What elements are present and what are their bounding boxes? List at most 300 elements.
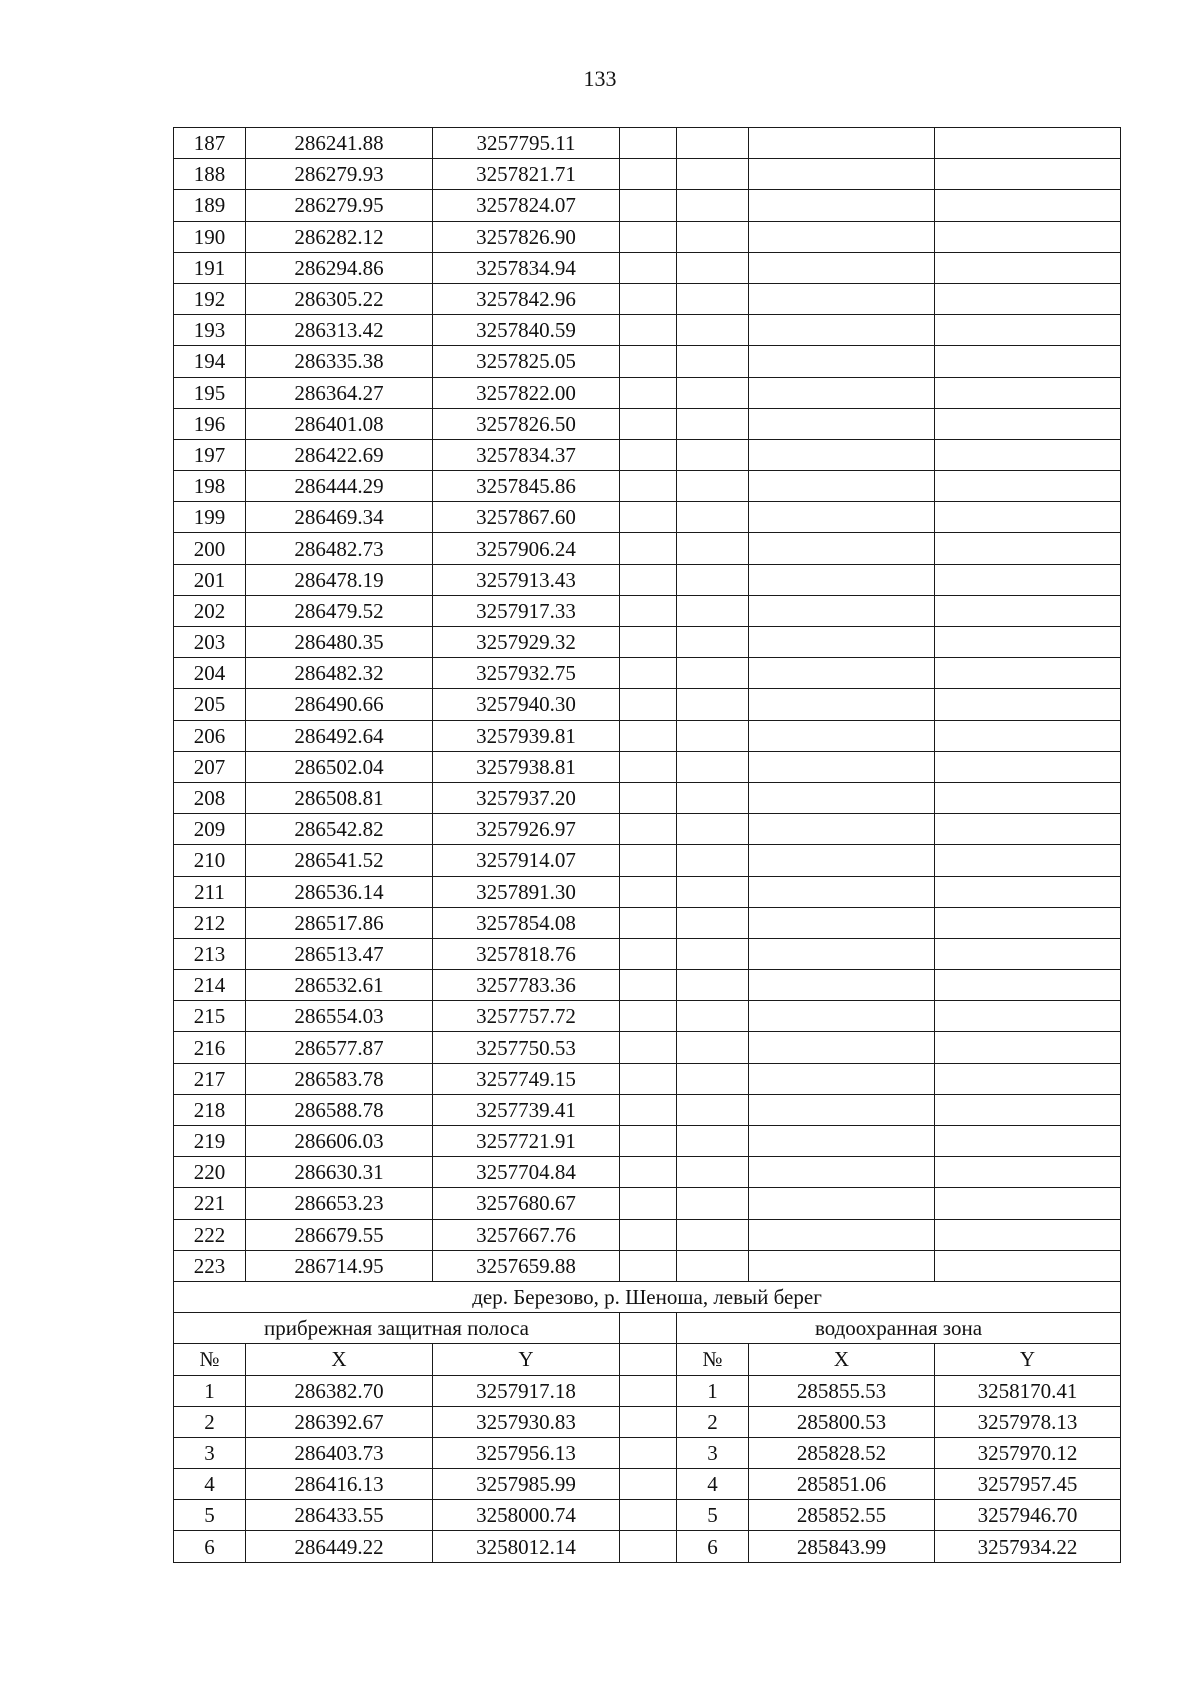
y-coordinate: 3257795.11: [433, 128, 620, 159]
left-x-coordinate: 286392.67: [246, 1406, 433, 1437]
y-coordinate: 3257929.32: [433, 627, 620, 658]
right-x-coordinate: 285852.55: [749, 1500, 935, 1531]
right-point-number: 2: [677, 1406, 749, 1437]
empty-cell: [677, 689, 749, 720]
empty-cell: [935, 595, 1121, 626]
empty-cell: [677, 1157, 749, 1188]
page-number: 133: [583, 66, 617, 91]
x-coordinate: 286479.52: [246, 595, 433, 626]
table-row: [174, 533, 1121, 564]
point-number: 204: [174, 658, 246, 689]
empty-cell: [620, 190, 677, 221]
empty-cell: [677, 845, 749, 876]
empty-cell: [749, 377, 935, 408]
empty-cell: [677, 377, 749, 408]
table-row: [174, 845, 1121, 876]
water-zone-heading: водоохранная зона: [677, 1313, 1121, 1344]
table-row: [174, 1219, 1121, 1250]
point-number: 189: [174, 190, 246, 221]
empty-cell: [935, 190, 1121, 221]
table-row: [174, 377, 1121, 408]
table-row: [174, 221, 1121, 252]
empty-cell: [749, 689, 935, 720]
left-y-coordinate: 3257956.13: [433, 1437, 620, 1468]
upper-rows: [174, 128, 1121, 1282]
y-coordinate: 3257842.96: [433, 283, 620, 314]
point-number: 213: [174, 938, 246, 969]
empty-cell: [620, 502, 677, 533]
empty-cell: [620, 689, 677, 720]
empty-cell: [749, 627, 935, 658]
column-header-row: [174, 1344, 1121, 1375]
left-point-number: 4: [174, 1469, 246, 1500]
empty-cell: [749, 1032, 935, 1063]
right-point-number: 3: [677, 1437, 749, 1468]
empty-cell: [620, 720, 677, 751]
empty-cell: [620, 1094, 677, 1125]
left-y-coordinate: 3257985.99: [433, 1469, 620, 1500]
x-coordinate: 286482.73: [246, 533, 433, 564]
y-coordinate: 3257704.84: [433, 1157, 620, 1188]
right-x-coordinate: 285851.06: [749, 1469, 935, 1500]
y-coordinate: 3257939.81: [433, 720, 620, 751]
x-coordinate: 286335.38: [246, 346, 433, 377]
point-number: 187: [174, 128, 246, 159]
empty-cell: [677, 627, 749, 658]
empty-cell: [935, 533, 1121, 564]
left-y-coordinate: 3257930.83: [433, 1406, 620, 1437]
empty-cell: [935, 1219, 1121, 1250]
empty-cell: [935, 938, 1121, 969]
empty-cell: [620, 315, 677, 346]
y-coordinate: 3257913.43: [433, 564, 620, 595]
point-number: 197: [174, 439, 246, 470]
empty-cell: [749, 1219, 935, 1250]
x-coordinate: 286630.31: [246, 1157, 433, 1188]
table-row: [174, 1063, 1121, 1094]
x-coordinate: 286513.47: [246, 938, 433, 969]
empty-cell: [620, 907, 677, 938]
empty-cell: [749, 595, 935, 626]
separator-cell: [620, 1469, 677, 1500]
empty-cell: [935, 408, 1121, 439]
table-row: [174, 627, 1121, 658]
separator-cell: [620, 1406, 677, 1437]
x-coordinate: 286444.29: [246, 471, 433, 502]
right-number-header: №: [677, 1344, 749, 1375]
empty-cell: [749, 190, 935, 221]
empty-cell: [677, 564, 749, 595]
table-row: [174, 1188, 1121, 1219]
table-row: [174, 315, 1121, 346]
empty-cell: [677, 315, 749, 346]
y-coordinate: 3257938.81: [433, 751, 620, 782]
empty-cell: [620, 471, 677, 502]
separator-cell: [620, 1375, 677, 1406]
point-number: 200: [174, 533, 246, 564]
empty-cell: [749, 876, 935, 907]
empty-cell: [935, 471, 1121, 502]
table-row: [174, 938, 1121, 969]
empty-cell: [935, 128, 1121, 159]
right-point-number: 5: [677, 1500, 749, 1531]
empty-cell: [620, 128, 677, 159]
empty-cell: [749, 283, 935, 314]
empty-cell: [935, 346, 1121, 377]
point-number: 192: [174, 283, 246, 314]
empty-cell: [677, 595, 749, 626]
empty-cell: [935, 814, 1121, 845]
x-coordinate: 286606.03: [246, 1126, 433, 1157]
x-coordinate: 286679.55: [246, 1219, 433, 1250]
table-row: [174, 1469, 1121, 1500]
x-coordinate: 286469.34: [246, 502, 433, 533]
empty-cell: [749, 970, 935, 1001]
y-coordinate: 3257891.30: [433, 876, 620, 907]
empty-cell: [749, 814, 935, 845]
empty-cell: [677, 408, 749, 439]
empty-cell: [620, 533, 677, 564]
point-number: 190: [174, 221, 246, 252]
empty-cell: [935, 1094, 1121, 1125]
table-row: [174, 1126, 1121, 1157]
empty-cell: [677, 159, 749, 190]
empty-cell: [749, 1126, 935, 1157]
x-coordinate: 286583.78: [246, 1063, 433, 1094]
empty-cell: [620, 814, 677, 845]
empty-cell: [677, 1001, 749, 1032]
empty-cell: [935, 252, 1121, 283]
empty-cell: [620, 845, 677, 876]
empty-cell: [620, 159, 677, 190]
empty-cell: [749, 533, 935, 564]
table-row: [174, 1250, 1121, 1281]
empty-cell: [677, 533, 749, 564]
empty-cell: [677, 190, 749, 221]
empty-cell: [749, 471, 935, 502]
empty-cell: [620, 876, 677, 907]
empty-cell: [620, 627, 677, 658]
point-number: 222: [174, 1219, 246, 1250]
empty-cell: [935, 159, 1121, 190]
y-coordinate: 3257721.91: [433, 1126, 620, 1157]
x-coordinate: 286542.82: [246, 814, 433, 845]
point-number: 215: [174, 1001, 246, 1032]
left-number-header: №: [174, 1344, 246, 1375]
point-number: 223: [174, 1250, 246, 1281]
table-row: [174, 876, 1121, 907]
x-coordinate: 286422.69: [246, 439, 433, 470]
y-coordinate: 3257821.71: [433, 159, 620, 190]
empty-cell: [749, 502, 935, 533]
empty-cell: [749, 938, 935, 969]
empty-cell: [677, 439, 749, 470]
x-coordinate: 286282.12: [246, 221, 433, 252]
empty-cell: [620, 564, 677, 595]
empty-cell: [935, 970, 1121, 1001]
y-coordinate: 3257680.67: [433, 1188, 620, 1219]
right-point-number: 1: [677, 1375, 749, 1406]
empty-cell: [935, 377, 1121, 408]
table-row: [174, 1032, 1121, 1063]
empty-cell: [677, 970, 749, 1001]
empty-cell: [935, 221, 1121, 252]
empty-cell: [749, 845, 935, 876]
left-point-number: 3: [174, 1437, 246, 1468]
table-row: [174, 970, 1121, 1001]
table-row: [174, 1375, 1121, 1406]
y-coordinate: 3257940.30: [433, 689, 620, 720]
left-x-header: X: [246, 1344, 433, 1375]
right-y-coordinate: 3257934.22: [935, 1531, 1121, 1562]
point-number: 218: [174, 1094, 246, 1125]
empty-cell: [677, 658, 749, 689]
separator-cell: [620, 1500, 677, 1531]
empty-cell: [620, 1063, 677, 1094]
table-row: [174, 439, 1121, 470]
empty-cell: [749, 1094, 935, 1125]
empty-cell: [935, 1157, 1121, 1188]
empty-cell: [620, 377, 677, 408]
empty-cell: [935, 845, 1121, 876]
table-row: [174, 1500, 1121, 1531]
empty-cell: [749, 439, 935, 470]
x-coordinate: 286517.86: [246, 907, 433, 938]
table-row: [174, 502, 1121, 533]
empty-cell: [620, 252, 677, 283]
section-title: дер. Березово, р. Шеноша, левый берег: [174, 1281, 1121, 1312]
point-number: 193: [174, 315, 246, 346]
point-number: 199: [174, 502, 246, 533]
right-y-header: Y: [935, 1344, 1121, 1375]
table-row: [174, 1094, 1121, 1125]
table-row: [174, 1437, 1121, 1468]
empty-cell: [677, 221, 749, 252]
point-number: 198: [174, 471, 246, 502]
section-rows: [174, 1375, 1121, 1562]
table-row: [174, 595, 1121, 626]
x-coordinate: 286364.27: [246, 377, 433, 408]
empty-cell: [749, 1188, 935, 1219]
coordinates-table: [173, 127, 1121, 1563]
empty-cell: [620, 346, 677, 377]
right-x-coordinate: 285855.53: [749, 1375, 935, 1406]
empty-cell: [620, 1157, 677, 1188]
point-number: 217: [174, 1063, 246, 1094]
empty-cell: [620, 751, 677, 782]
empty-cell: [677, 1032, 749, 1063]
left-point-number: 2: [174, 1406, 246, 1437]
empty-cell: [620, 970, 677, 1001]
y-coordinate: 3257906.24: [433, 533, 620, 564]
empty-cell: [935, 658, 1121, 689]
right-point-number: 4: [677, 1469, 749, 1500]
right-x-header: X: [749, 1344, 935, 1375]
right-y-coordinate: 3257978.13: [935, 1406, 1121, 1437]
left-y-header: Y: [433, 1344, 620, 1375]
x-coordinate: 286480.35: [246, 627, 433, 658]
separator-cell: [620, 1344, 677, 1375]
point-number: 210: [174, 845, 246, 876]
y-coordinate: 3257926.97: [433, 814, 620, 845]
table-row: [174, 1531, 1121, 1562]
empty-cell: [677, 252, 749, 283]
point-number: 214: [174, 970, 246, 1001]
x-coordinate: 286279.93: [246, 159, 433, 190]
empty-cell: [935, 315, 1121, 346]
x-coordinate: 286490.66: [246, 689, 433, 720]
empty-cell: [749, 221, 935, 252]
section-block: [174, 1281, 1121, 1375]
empty-cell: [620, 1001, 677, 1032]
empty-cell: [935, 439, 1121, 470]
table-row: [174, 1001, 1121, 1032]
empty-cell: [620, 1126, 677, 1157]
point-number: 219: [174, 1126, 246, 1157]
empty-cell: [620, 1188, 677, 1219]
y-coordinate: 3257739.41: [433, 1094, 620, 1125]
point-number: 191: [174, 252, 246, 283]
empty-cell: [677, 502, 749, 533]
empty-cell: [677, 471, 749, 502]
empty-cell: [935, 1126, 1121, 1157]
right-x-coordinate: 285843.99: [749, 1531, 935, 1562]
point-number: 196: [174, 408, 246, 439]
empty-cell: [749, 658, 935, 689]
empty-cell: [677, 1250, 749, 1281]
empty-cell: [935, 689, 1121, 720]
empty-cell: [749, 720, 935, 751]
table-row: [174, 471, 1121, 502]
x-coordinate: 286502.04: [246, 751, 433, 782]
empty-cell: [749, 1250, 935, 1281]
empty-cell: [935, 907, 1121, 938]
left-y-coordinate: 3258012.14: [433, 1531, 620, 1562]
empty-cell: [749, 782, 935, 813]
empty-cell: [620, 439, 677, 470]
empty-cell: [935, 1063, 1121, 1094]
y-coordinate: 3257834.37: [433, 439, 620, 470]
y-coordinate: 3257783.36: [433, 970, 620, 1001]
table-row: [174, 1406, 1121, 1437]
empty-cell: [749, 564, 935, 595]
y-coordinate: 3257932.75: [433, 658, 620, 689]
empty-cell: [749, 252, 935, 283]
y-coordinate: 3257840.59: [433, 315, 620, 346]
y-coordinate: 3257822.00: [433, 377, 620, 408]
empty-cell: [749, 159, 935, 190]
empty-cell: [935, 502, 1121, 533]
empty-cell: [749, 907, 935, 938]
y-coordinate: 3257845.86: [433, 471, 620, 502]
point-number: 205: [174, 689, 246, 720]
right-point-number: 6: [677, 1531, 749, 1562]
point-number: 209: [174, 814, 246, 845]
empty-cell: [749, 1063, 935, 1094]
y-coordinate: 3257757.72: [433, 1001, 620, 1032]
empty-cell: [749, 408, 935, 439]
table-row: [174, 159, 1121, 190]
left-point-number: 1: [174, 1375, 246, 1406]
empty-cell: [749, 128, 935, 159]
empty-cell: [620, 1250, 677, 1281]
empty-cell: [935, 876, 1121, 907]
x-coordinate: 286482.32: [246, 658, 433, 689]
table-row: [174, 408, 1121, 439]
empty-cell: [677, 751, 749, 782]
separator-cell: [620, 1531, 677, 1562]
x-coordinate: 286305.22: [246, 283, 433, 314]
y-coordinate: 3257867.60: [433, 502, 620, 533]
left-y-coordinate: 3258000.74: [433, 1500, 620, 1531]
y-coordinate: 3257659.88: [433, 1250, 620, 1281]
empty-cell: [677, 1126, 749, 1157]
x-coordinate: 286401.08: [246, 408, 433, 439]
x-coordinate: 286588.78: [246, 1094, 433, 1125]
x-coordinate: 286714.95: [246, 1250, 433, 1281]
point-number: 202: [174, 595, 246, 626]
empty-cell: [620, 221, 677, 252]
point-number: 206: [174, 720, 246, 751]
y-coordinate: 3257917.33: [433, 595, 620, 626]
left-x-coordinate: 286449.22: [246, 1531, 433, 1562]
section-title-row: [174, 1281, 1121, 1312]
point-number: 203: [174, 627, 246, 658]
empty-cell: [935, 782, 1121, 813]
table-row: [174, 720, 1121, 751]
y-coordinate: 3257824.07: [433, 190, 620, 221]
empty-cell: [620, 1219, 677, 1250]
empty-cell: [677, 782, 749, 813]
y-coordinate: 3257834.94: [433, 252, 620, 283]
empty-cell: [677, 938, 749, 969]
left-point-number: 5: [174, 1500, 246, 1531]
point-number: 211: [174, 876, 246, 907]
table-row: [174, 782, 1121, 813]
empty-cell: [935, 1250, 1121, 1281]
x-coordinate: 286653.23: [246, 1188, 433, 1219]
empty-cell: [677, 128, 749, 159]
table-row: [174, 1157, 1121, 1188]
empty-cell: [620, 938, 677, 969]
separator-cell: [620, 1313, 677, 1344]
point-number: 188: [174, 159, 246, 190]
empty-cell: [677, 1188, 749, 1219]
empty-cell: [749, 1001, 935, 1032]
table-row: [174, 907, 1121, 938]
empty-cell: [677, 720, 749, 751]
empty-cell: [677, 346, 749, 377]
x-coordinate: 286536.14: [246, 876, 433, 907]
x-coordinate: 286294.86: [246, 252, 433, 283]
table-row: [174, 283, 1121, 314]
empty-cell: [620, 408, 677, 439]
empty-cell: [935, 1188, 1121, 1219]
point-number: 216: [174, 1032, 246, 1063]
point-number: 212: [174, 907, 246, 938]
left-point-number: 6: [174, 1531, 246, 1562]
point-number: 195: [174, 377, 246, 408]
empty-cell: [620, 595, 677, 626]
right-y-coordinate: 3257957.45: [935, 1469, 1121, 1500]
empty-cell: [677, 1094, 749, 1125]
empty-cell: [749, 315, 935, 346]
separator-cell: [620, 1437, 677, 1468]
y-coordinate: 3257914.07: [433, 845, 620, 876]
table-row: [174, 751, 1121, 782]
empty-cell: [677, 907, 749, 938]
table-row: [174, 128, 1121, 159]
